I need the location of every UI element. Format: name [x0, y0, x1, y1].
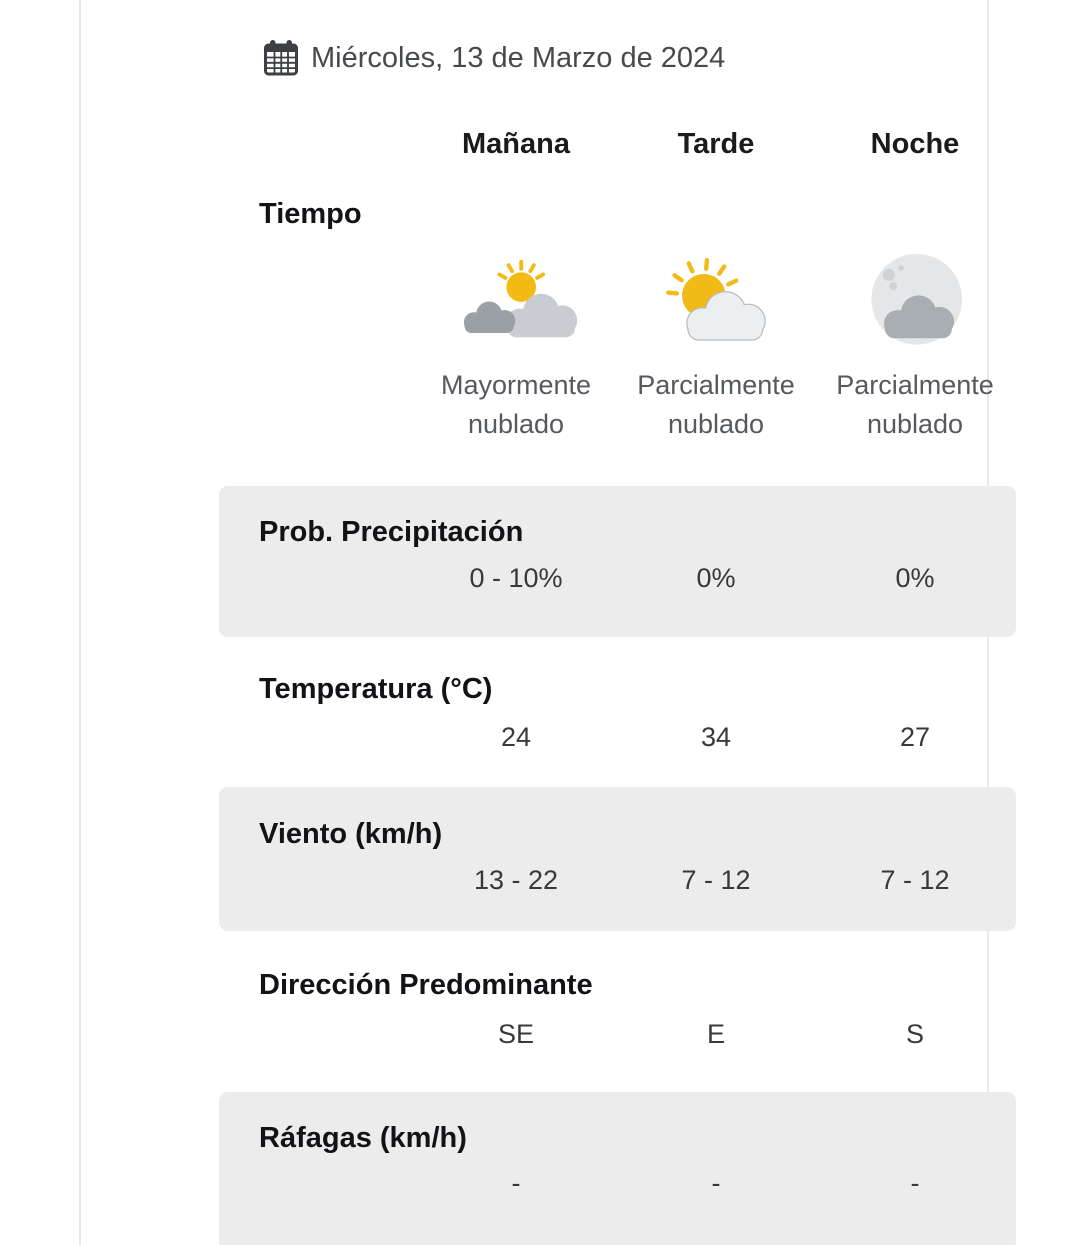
column-header-tarde: Tarde [677, 128, 755, 160]
row-background-viento [219, 787, 1016, 931]
partly-cloudy-day-icon [655, 248, 777, 354]
direccion-tarde: E [706, 1019, 725, 1049]
viento-tarde: 7 - 12 [681, 865, 751, 895]
date-header [261, 38, 725, 78]
row-label-rafagas: Ráfagas (km/h) [259, 1122, 467, 1154]
direccion-manana: SE [497, 1019, 535, 1049]
rafagas-manana: - [511, 1168, 521, 1198]
row-label-tiempo: Tiempo [259, 198, 362, 230]
temperatura-noche: 27 [899, 722, 931, 752]
precipitacion-tarde: 0% [696, 563, 736, 593]
precipitacion-manana: 0 - 10% [469, 563, 563, 593]
mostly-cloudy-day-icon [455, 248, 577, 354]
column-header-manana: Mañana [462, 128, 570, 160]
column-header-noche: Noche [870, 128, 960, 160]
date-label: Miércoles, 13 de Marzo de 2024 [311, 41, 726, 74]
condition-text-tarde: Parcialmente nublado [637, 370, 795, 439]
row-label-viento: Viento (km/h) [259, 818, 443, 850]
condition-text-noche: Parcialmente nublado [836, 370, 994, 439]
row-background-precipitacion [219, 486, 1016, 637]
viento-manana: 13 - 22 [473, 865, 559, 895]
temperatura-manana: 24 [500, 722, 532, 752]
forecast-card [79, 0, 994, 1245]
rafagas-tarde: - [711, 1168, 721, 1198]
calendar-icon [261, 38, 301, 78]
row-label-direccion: Dirección Predominante [259, 969, 593, 1001]
row-label-temperatura: Temperatura (°C) [259, 673, 493, 705]
condition-text-manana: Mayormente nublado [440, 370, 592, 439]
direccion-noche: S [905, 1019, 924, 1049]
row-label-prob-precipitacion: Prob. Precipitación [259, 516, 524, 548]
partly-cloudy-night-icon [854, 248, 976, 354]
rafagas-noche: - [910, 1168, 920, 1198]
temperatura-tarde: 34 [700, 722, 732, 752]
viento-noche: 7 - 12 [880, 865, 950, 895]
precipitacion-noche: 0% [895, 563, 935, 593]
